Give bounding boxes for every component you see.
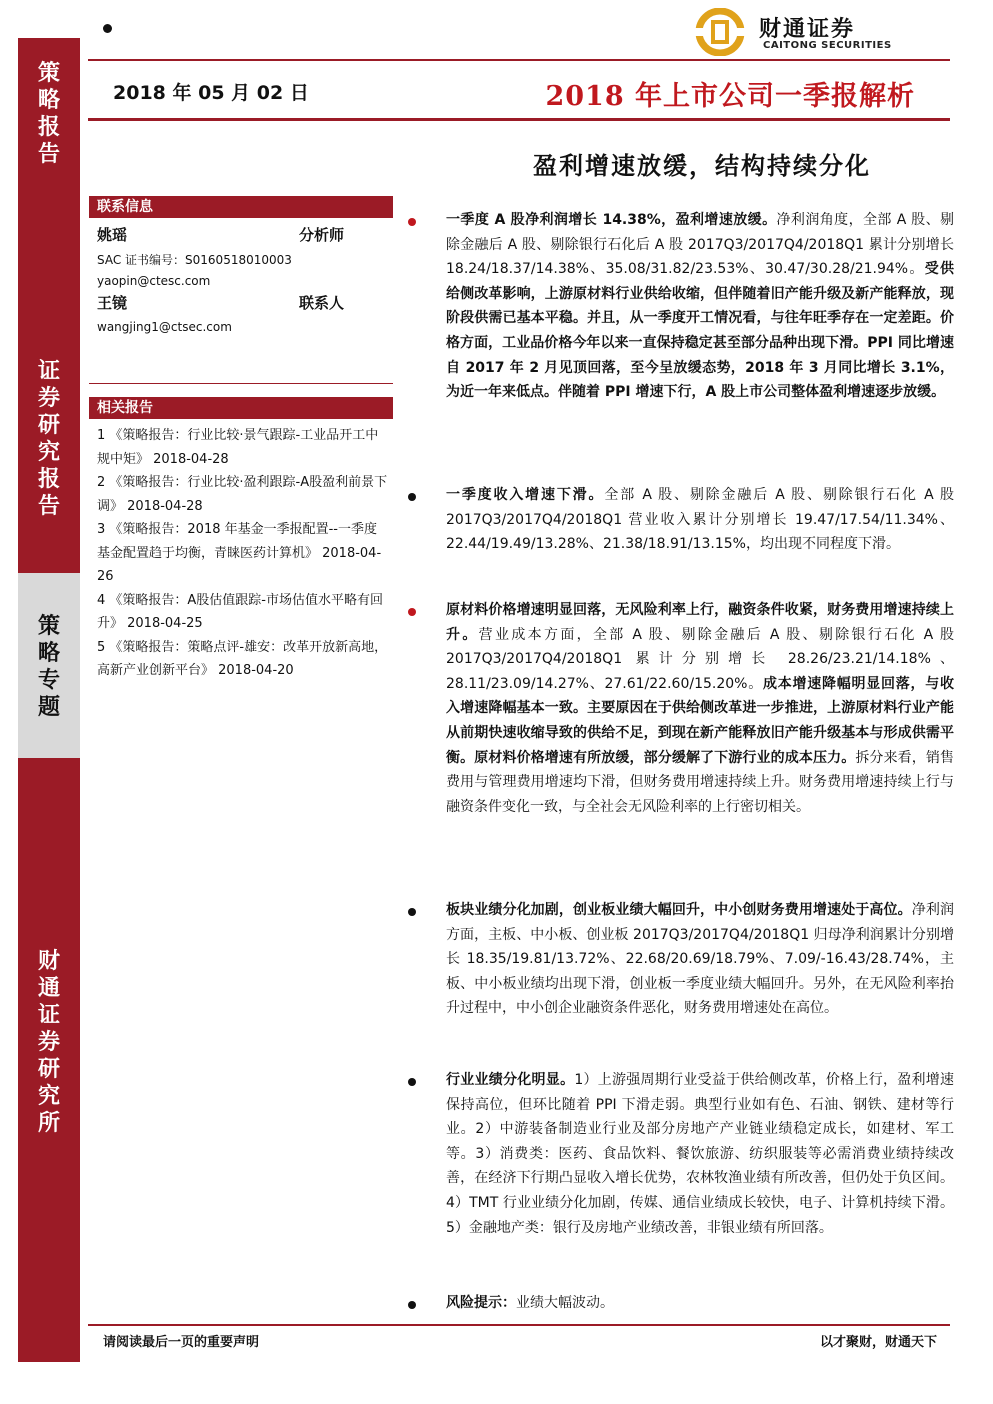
logo-mark-icon xyxy=(693,8,747,56)
sidebar-char: 证 xyxy=(37,358,60,384)
paragraph-body: 业绩大幅波动。 xyxy=(516,1295,614,1311)
sidebar-char: 报 xyxy=(37,114,60,140)
header-divider xyxy=(88,59,950,61)
sidebar-segment-strategy-topic xyxy=(18,573,80,758)
analyst-role: 分析师 xyxy=(299,226,345,244)
report-date: 2018 年 05 月 02 日 xyxy=(113,82,309,104)
sidebar-segment-institute xyxy=(18,758,80,1362)
related-report-item[interactable]: 3 《策略报告：2018 年基金一季报配置--一季度基金配置趋于均衡，青睐医药计算机》 2018-04-26 xyxy=(97,522,382,584)
sidebar-char: 究 xyxy=(37,439,60,465)
related-reports-list xyxy=(97,424,389,683)
summary-paragraph xyxy=(414,1068,954,1240)
sidebar-char: 研 xyxy=(37,412,60,438)
analyst-email[interactable]: yaopin@ctesc.com xyxy=(97,274,211,288)
paragraph-lead: 一季度收入增速下滑。 xyxy=(446,487,605,503)
sidebar-segment-strategy-report xyxy=(18,38,80,573)
company-name-en: CAITONG SECURITIES xyxy=(763,40,892,51)
bullet-icon xyxy=(408,1301,416,1309)
sidebar-char: 告 xyxy=(37,141,60,167)
bullet-icon xyxy=(408,493,416,501)
sidebar-char: 通 xyxy=(37,975,60,1001)
sidebar-char: 题 xyxy=(37,694,60,720)
footer-disclaimer: 请阅读最后一页的重要声明 xyxy=(103,1335,260,1350)
summary-paragraph xyxy=(414,208,954,405)
paragraph-lead: 风险提示： xyxy=(446,1295,516,1311)
bullet-icon xyxy=(408,218,416,226)
sidebar-char: 告 xyxy=(37,493,60,519)
paragraph-body: 净利润角度，全部 A 股、剔除金融后 A 股、剔除银行石化后 A 股 2017Q3/2017Q4/2018Q1 累计分别增长 18.24/18.37/14.38%、35.08/31.82/23.53%、30.47/30.28/21.94%。 xyxy=(446,212,954,278)
sidebar-char: 究 xyxy=(37,1083,60,1109)
title-divider xyxy=(88,118,950,121)
analyst-sac-number: SAC 证书编号：S0160518010003 xyxy=(97,253,292,267)
sidebar-char: 策 xyxy=(37,613,60,639)
paragraph-body: 营业成本方面，全部 A 股、剔除金融后 A 股、剔除银行石化 A 股 2017Q3/2017Q4/2018Q1 累计分别增长 28.26/23.21/14.18%、28.11/23.09/14.27%、27.61/22.60/15.20%。 xyxy=(446,626,955,692)
company-logo xyxy=(693,8,943,56)
report-subtitle: 盈利增速放缓，结构持续分化 xyxy=(533,151,871,180)
paragraph-body: 净利润方面，主板、中小板、创业板 2017Q3/2017Q4/2018Q1 归母净利润累计分别增长 18.35/19.81/13.72%、22.68/20.69/18.79%、7.09/-16.43/28.74%，主板、中小板业绩均出现下滑，创业板一季度业绩大幅回升。另外，在无风险利率抬升过程中，中小创企业融资条件恶化，财务费用增速处在高位。 xyxy=(446,902,955,1017)
sidebar-char: 报 xyxy=(37,466,60,492)
sidebar-char: 略 xyxy=(37,640,60,666)
sidebar-char: 财 xyxy=(37,948,60,974)
paragraph-emphasis: 成本增速降幅明显回落，与收入增速降幅基本一致。主要原因在于供给侧改革进一步推进，上游原材料行业产能从前期快速收缩导致的供给不足，到现在新产能释放旧产能升级基本与形成供需平衡。原材料价格增速有所放缓，部分缓解了下游行业的成本压力。 xyxy=(446,675,955,766)
contact-heading: 联系信息 xyxy=(89,196,393,218)
paragraph-body: 全部 A 股、剔除金融后 A 股、剔除银行石化 A 股 2017Q3/2017Q4/2018Q1 营业收入累计分别增长 19.47/17.54/11.34%、22.44/19.49/13.28%、21.38/18.91/13.15%，均出现不同程度下滑。 xyxy=(446,487,955,553)
summary-paragraph xyxy=(414,598,954,819)
footer-divider xyxy=(88,1324,950,1326)
paragraph-emphasis: 受供给侧改革影响，上游原材料行业供给收缩，但伴随着旧产能升级及新产能释放，现阶段供需已基本平稳。并且，从一季度开工情况看，与往年旺季存在一定差距。价格方面，工业品价格今年以来一直保持稳定甚至部分品种出现下滑。PPI 同比增速自 2017 年 2 月见顶回落，至今呈放缓态势，2018 年 3 月同比增长 3.1%，为近一年来低点。伴随着 PPI 增速下行，A 股上市公司整体盈利增速逐步放缓。 xyxy=(446,261,954,401)
related-report-item[interactable]: 1 《策略报告：行业比较·景气跟踪-工业品开工中规中矩》 2018-04-28 xyxy=(97,428,379,467)
paragraph-lead: 板块业绩分化加剧，创业板业绩大幅回升，中小创财务费用增速处于高位。 xyxy=(446,902,912,918)
sidebar-char: 专 xyxy=(37,667,60,693)
sidebar-segment-securities-research xyxy=(18,358,80,520)
paragraph-body: 1）上游强周期行业受益于供给侧改革，价格上行，盈利增速保持高位，但环比随着 PPI 下滑走弱。典型行业如有色、石油、钢铁、建材等行业。2）中游装备制造业行业及部分房地产产业链业绩稳定成长，如建材、军工等。3）消费类：医药、食品饮料、餐饮旅游、纺织服装等必需消费业绩持续改善，在经济下行期凸显收入增长优势，农林牧渔业绩有所改善，但仍处于负区间。4）TMT 行业业绩分化加剧，传媒、通信业绩成长较快，电子、计算机持续下滑。5）金融地产类：银行及房地产业绩改善，非银业绩有所回落。 xyxy=(446,1072,955,1236)
company-name-cn: 财通证券 xyxy=(759,17,856,42)
paragraph-lead: 一季度 A 股净利润增长 14.38%，盈利增速放缓。 xyxy=(446,212,777,228)
related-report-item[interactable]: 5 《策略报告：策略点评-雄安：改革开放新高地，高新产业创新平台》 2018-04-20 xyxy=(97,639,388,678)
header-dot xyxy=(103,24,112,33)
bullet-icon xyxy=(408,1078,416,1086)
sidebar-char: 策 xyxy=(37,60,60,86)
footer-slogan: 以才聚财，财通天下 xyxy=(819,1335,937,1350)
paragraph-body-2: 拆分来看，销售费用与管理费用增速均下滑，但财务费用增速持续上升。财务费用增速持续上行与融资条件变化一致，与全社会无风险利率的上行密切相关。 xyxy=(446,749,954,815)
sidebar-char: 券 xyxy=(37,1029,60,1055)
related-report-item[interactable]: 4 《策略报告：A股估值跟踪-市场估值水平略有回升》 2018-04-25 xyxy=(97,592,383,631)
analyst-name: 姚瑶 xyxy=(97,226,128,244)
summary-paragraph xyxy=(414,898,954,1021)
sidebar-char: 略 xyxy=(37,87,60,113)
risk-paragraph xyxy=(414,1291,954,1316)
contact-name: 王镜 xyxy=(97,294,128,312)
report-title: 2018 年上市公司一季报解析 xyxy=(545,81,915,112)
bullet-icon xyxy=(408,608,416,616)
contact-email[interactable]: wangjing1@ctsec.com xyxy=(97,320,232,334)
sidebar-char: 所 xyxy=(37,1110,60,1136)
contact-bottom-rule xyxy=(89,383,393,384)
sidebar-char: 券 xyxy=(37,385,60,411)
sidebar-char: 证 xyxy=(37,1002,60,1028)
related-report-item[interactable]: 2 《策略报告：行业比较·盈利跟踪-A股盈利前景下调》 2018-04-28 xyxy=(97,475,388,514)
summary-paragraph xyxy=(414,483,954,557)
left-sidebar xyxy=(18,38,80,1362)
related-heading: 相关报告 xyxy=(89,397,393,419)
paragraph-lead: 行业业绩分化明显。 xyxy=(446,1072,575,1088)
paragraph-lead: 原材料价格增速明显回落，无风险利率上行，融资条件收紧，财务费用增速持续上升。 xyxy=(446,602,954,643)
sidebar-char: 研 xyxy=(37,1056,60,1082)
bullet-icon xyxy=(408,908,416,916)
contact-role: 联系人 xyxy=(299,294,345,312)
